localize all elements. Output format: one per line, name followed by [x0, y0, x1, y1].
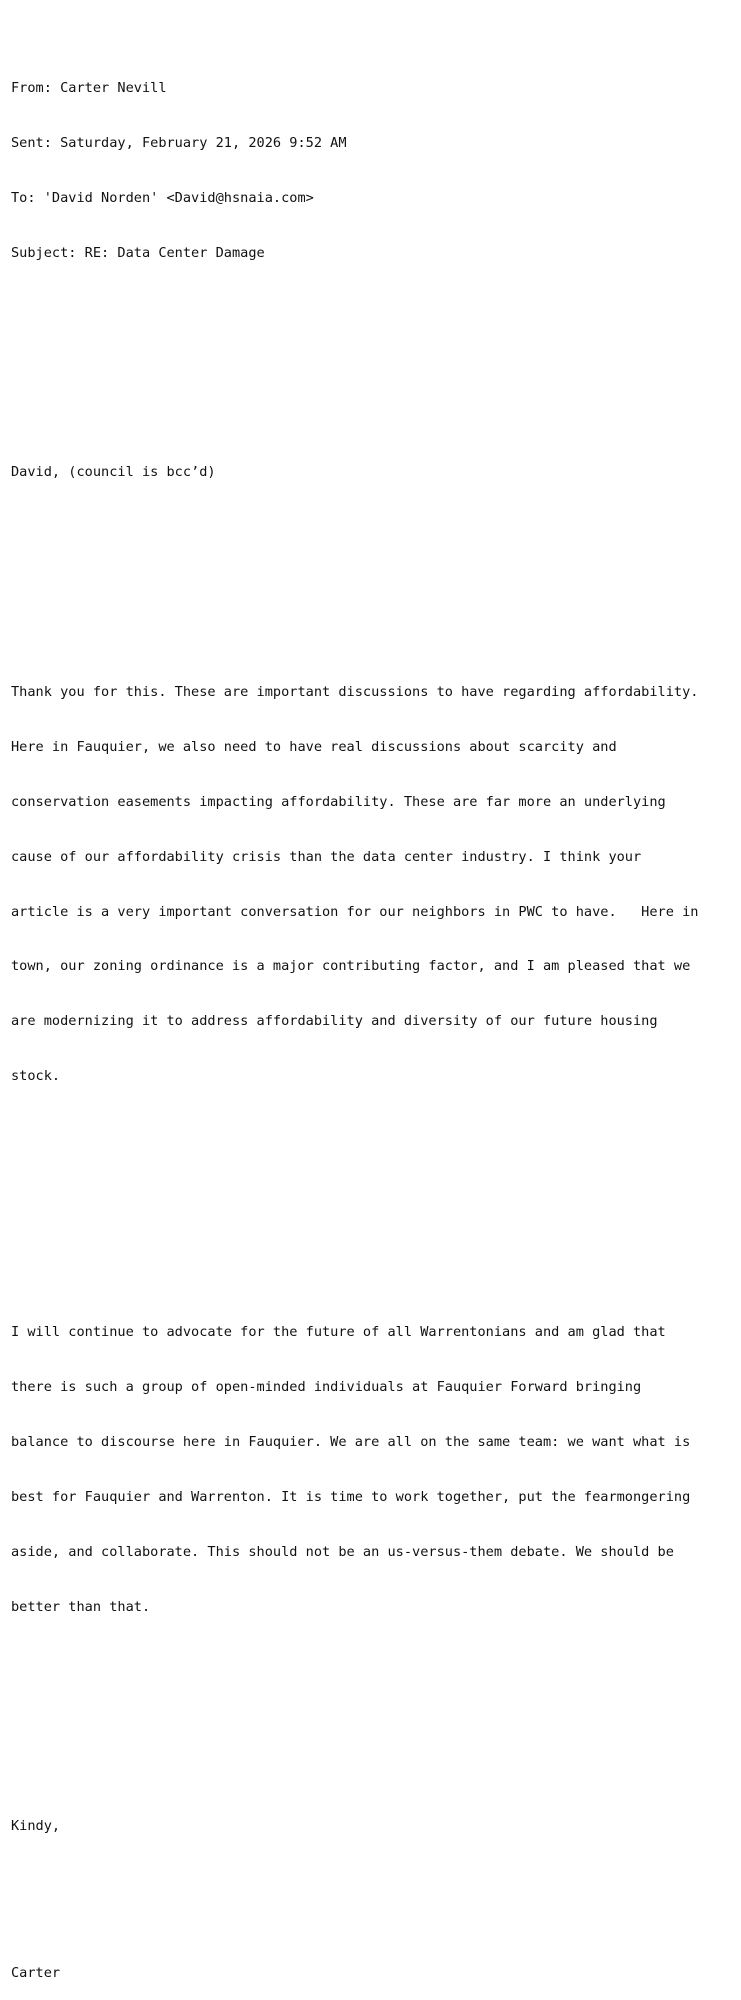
paragraph-2-line: best for Fauquier and Warrenton. It is time to work together, put the fearmongering: [11, 1489, 691, 1506]
paragraph-2-line: I will continue to advocate for the future of all Warrentonians and am glad that: [11, 1324, 666, 1341]
signature: Carter: [11, 1964, 61, 1981]
spacer: [11, 537, 736, 592]
paragraph-1-line: conservation easements impacting affordability. These are far more an underlying: [11, 793, 666, 810]
paragraph-1-line: Here in Fauquier, we also need to have real discussions about scarcity and: [11, 738, 617, 755]
spacer: [11, 1177, 736, 1232]
to-line: To: 'David Norden' <David@hsnaia.com>: [11, 189, 314, 206]
paragraph-2-line: balance to discourse here in Fauquier. We are all on the same team: we want what is: [11, 1434, 691, 1451]
greeting: David, (council is bcc’d): [11, 464, 216, 481]
paragraph-1-line: town, our zoning ordinance is a major contributing factor, and I am pleased that we: [11, 958, 691, 975]
from-line: From: Carter Nevill: [11, 80, 167, 97]
closing: Kindy,: [11, 1818, 61, 1835]
email-header: [11, 43, 736, 299]
paragraph-2-line: better than that.: [11, 1598, 151, 1615]
paragraph-2: [11, 1287, 736, 1653]
paragraph-1-line: Thank you for this. These are important discussions to have regarding affordability.: [11, 683, 699, 700]
paragraph-1-line: are modernizing it to address affordability and diversity of our future housing: [11, 1013, 658, 1030]
email-message: [11, 6, 736, 2000]
spacer: [11, 1708, 736, 1763]
paragraph-2-line: aside, and collaborate. This should not be an us-versus-them debate. We should be: [11, 1543, 674, 1560]
subject-line: Subject: RE: Data Center Damage: [11, 244, 265, 261]
paragraph-1-line: cause of our affordability crisis than the data center industry. I think your: [11, 848, 642, 865]
spacer: [11, 1891, 736, 1909]
spacer: [11, 354, 736, 409]
sent-line: Sent: Saturday, February 21, 2026 9:52 AM: [11, 135, 347, 152]
paragraph-1-line: article is a very important conversation for our neighbors in PWC to have. Here in: [11, 903, 699, 920]
paragraph-1: [11, 646, 736, 1122]
paragraph-2-line: there is such a group of open-minded individuals at Fauquier Forward bringing: [11, 1379, 642, 1396]
paragraph-1-line: stock.: [11, 1068, 61, 1085]
